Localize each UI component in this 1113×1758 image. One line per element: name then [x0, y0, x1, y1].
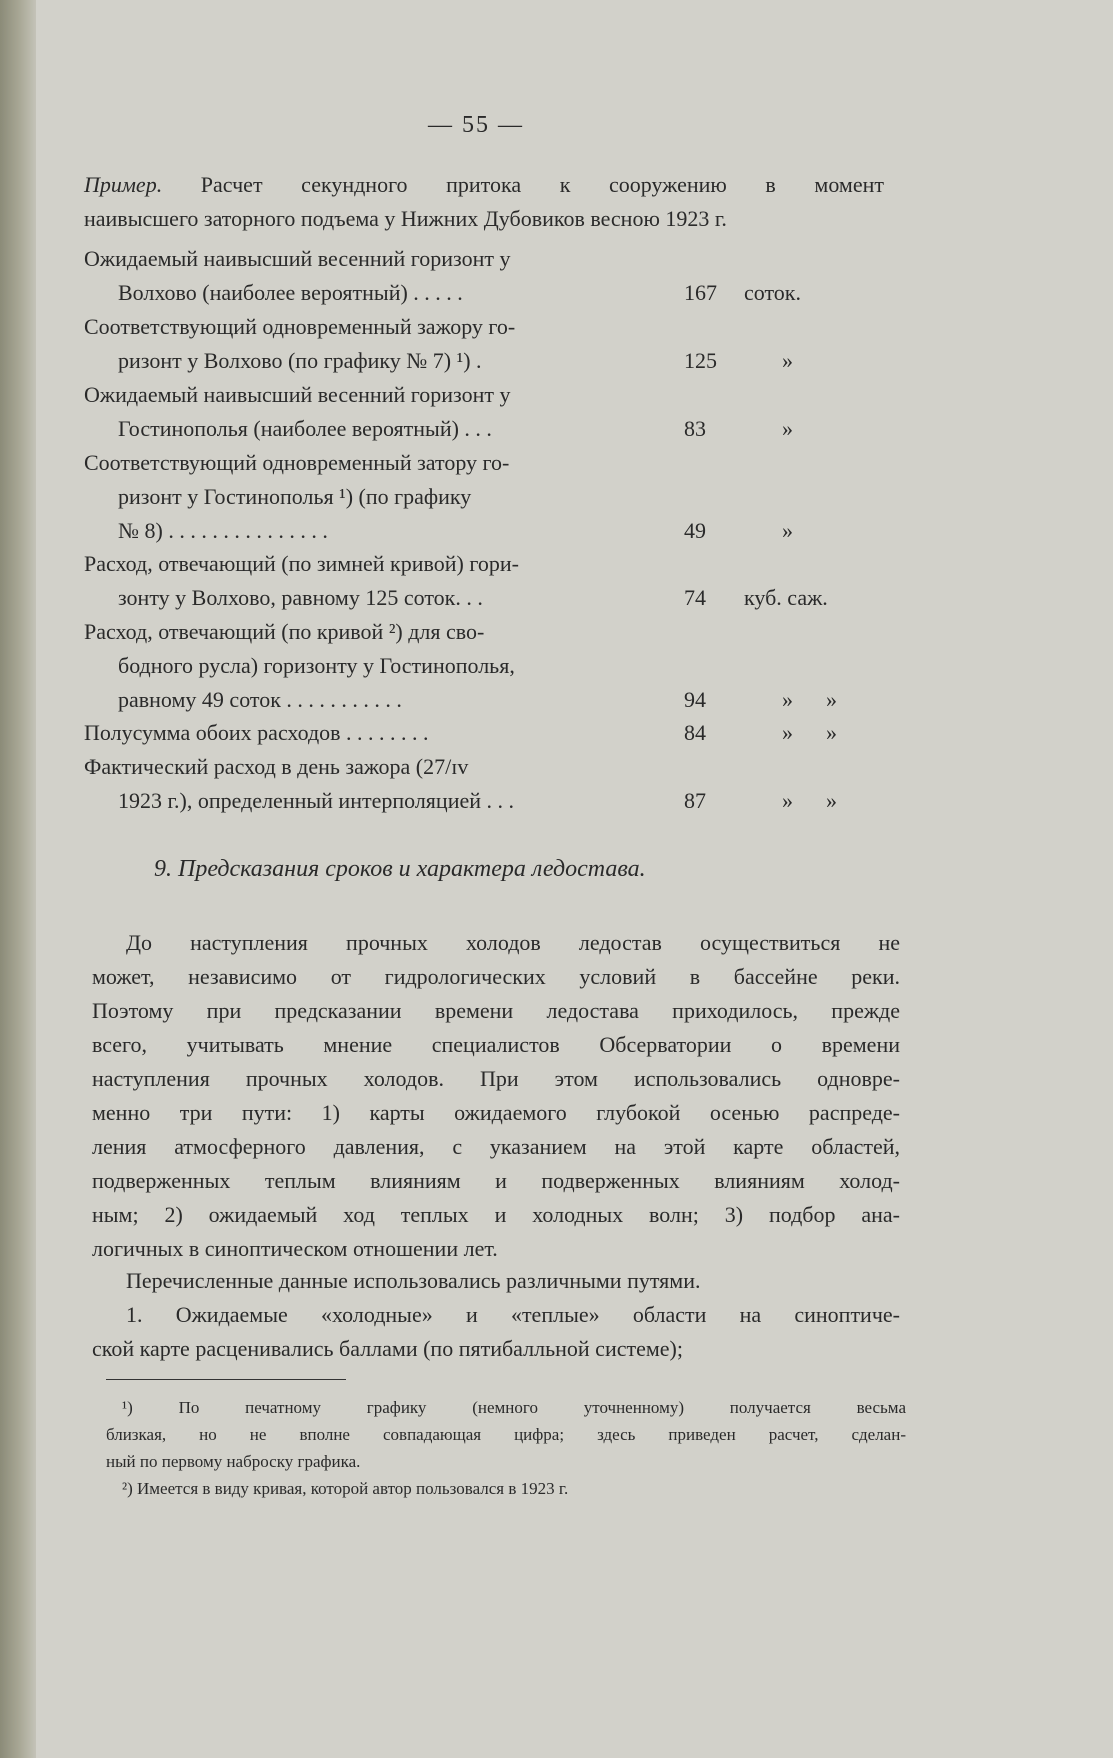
calc-entry	[84, 551, 864, 619]
calc-entry-value: 94	[684, 687, 706, 712]
footnote	[106, 1475, 906, 1502]
footnote-rule	[106, 1379, 346, 1380]
calc-entry-line: Расход, отвечающий (по кривой ²) для сво-	[84, 619, 485, 644]
section-heading: 9. Предсказания сроков и характера ледостава.	[154, 856, 646, 882]
body-line: может, независимо от гидрологических условий в бассейне реки.	[92, 964, 900, 989]
calc-entry	[84, 450, 864, 552]
footnote-line: ¹) По печатному графику (немного уточненному) получается весьма	[122, 1398, 906, 1417]
calc-entry-line: ризонт у Волхово (по графику № 7) ¹) .	[118, 348, 482, 373]
body-line: подверженных теплым влияниям и подверженных влияниям холод-	[92, 1168, 900, 1193]
body-line: ным; 2) ожидаемый ход теплых и холодных волн; 3) подбор ана-	[92, 1202, 900, 1227]
calc-entry	[84, 314, 864, 382]
book-gutter	[0, 0, 36, 1758]
calc-entry	[84, 720, 864, 754]
body-line: ской карте расценивались баллами (по пятибалльной системе);	[92, 1336, 683, 1361]
calc-entry	[84, 619, 864, 721]
calc-entry-line: 1923 г.), определенный интерполяцией . . .	[118, 788, 515, 813]
calc-entry-unit: соток.	[744, 280, 801, 305]
footnote-line: ный по первому наброску графика.	[106, 1452, 361, 1471]
body-line: всего, учитывать мнение специалистов Обсерватории о времени	[92, 1032, 900, 1057]
calc-entry-unit-2: »	[826, 720, 837, 745]
calc-entry-value: 125	[684, 348, 717, 373]
calc-entry-value: 167	[684, 280, 717, 305]
body-line: Перечисленные данные использовались различными путями.	[126, 1268, 701, 1293]
body-line: ления атмосферного давления, с указанием на этой карте областей,	[92, 1134, 900, 1159]
footnote	[106, 1394, 906, 1475]
calc-entry-line: Ожидаемый наивысший весенний горизонт у	[84, 382, 511, 407]
body-paragraph	[92, 926, 900, 1266]
calc-entry-value: 74	[684, 585, 706, 610]
calc-entry-line: Гостинополья (наиболее вероятный) . . .	[118, 416, 492, 441]
example-label: Пример.	[84, 172, 163, 197]
body-paragraph	[92, 1298, 900, 1366]
calc-entry-line: Соответствующий одновременный затору го-	[84, 450, 510, 475]
example-line-2: наивысшего заторного подъема у Нижних Дубовиков весною 1923 г.	[84, 206, 727, 231]
calc-entry-line: Фактический расход в день зажора (27/ɪv	[84, 754, 469, 779]
book-page	[36, 0, 1113, 1758]
body-line: менно три пути: 1) карты ожидаемого глубокой осенью распреде-	[92, 1100, 900, 1125]
calc-entry	[84, 382, 864, 450]
calc-entry-unit: куб. саж.	[744, 585, 828, 610]
calc-entry-unit: »	[782, 416, 793, 441]
example-intro	[84, 168, 884, 236]
calc-entry-line: № 8) . . . . . . . . . . . . . . .	[118, 518, 328, 543]
calc-entry	[84, 754, 864, 822]
calc-entry-unit: »	[782, 687, 793, 712]
example-line-1-text: Расчет секундного притока к сооружению в момент	[200, 172, 884, 197]
body-line: Поэтому при предсказании времени ледостава приходилось, прежде	[92, 998, 900, 1023]
calc-entry-line: Полусумма обоих расходов . . . . . . . .	[84, 720, 429, 745]
calc-entry	[84, 246, 864, 314]
calc-entry-value: 84	[684, 720, 706, 745]
calc-entry-unit: »	[782, 788, 793, 813]
body-line: 1. Ожидаемые «холодные» и «теплые» области на синоптиче-	[126, 1302, 900, 1327]
footnote-line: близкая, но не вполне совпадающая цифра; здесь приведен расчет, сделан-	[106, 1425, 906, 1444]
calc-entry-line: Соответствующий одновременный зажору го-	[84, 314, 516, 339]
calc-entry-line: зонту у Волхово, равному 125 соток. . .	[118, 585, 483, 610]
calc-entry-line: равному 49 соток . . . . . . . . . . .	[118, 687, 402, 712]
page-number: — 55 —	[428, 112, 524, 138]
body-line: До наступления прочных холодов ледостав осуществиться не	[126, 930, 900, 955]
footnote-line: ²) Имеется в виду кривая, которой автор пользовался в 1923 г.	[122, 1479, 569, 1498]
example-line-1	[84, 168, 884, 202]
body-paragraph	[92, 1264, 900, 1298]
calc-entry-line: Волхово (наиболее вероятный) . . . . .	[118, 280, 463, 305]
calc-entry-unit: »	[782, 348, 793, 373]
calc-entry-value: 49	[684, 518, 706, 543]
calc-entry-value: 83	[684, 416, 706, 441]
calc-entry-value: 87	[684, 788, 706, 813]
calc-entry-line: ризонт у Гостинополья ¹) (по графику	[118, 484, 472, 509]
body-line: наступления прочных холодов. При этом использовались одновре-	[92, 1066, 900, 1091]
calc-entry-line: бодного русла) горизонту у Гостинополья,	[118, 653, 515, 678]
body-line: логичных в синоптическом отношении лет.	[92, 1236, 498, 1261]
calc-entry-line: Расход, отвечающий (по зимней кривой) гори-	[84, 551, 519, 576]
calc-entry-unit-2: »	[826, 687, 837, 712]
calc-entry-unit: »	[782, 518, 793, 543]
calc-entry-unit-2: »	[826, 788, 837, 813]
calc-entry-line: Ожидаемый наивысший весенний горизонт у	[84, 246, 511, 271]
calc-entry-unit: »	[782, 720, 793, 745]
